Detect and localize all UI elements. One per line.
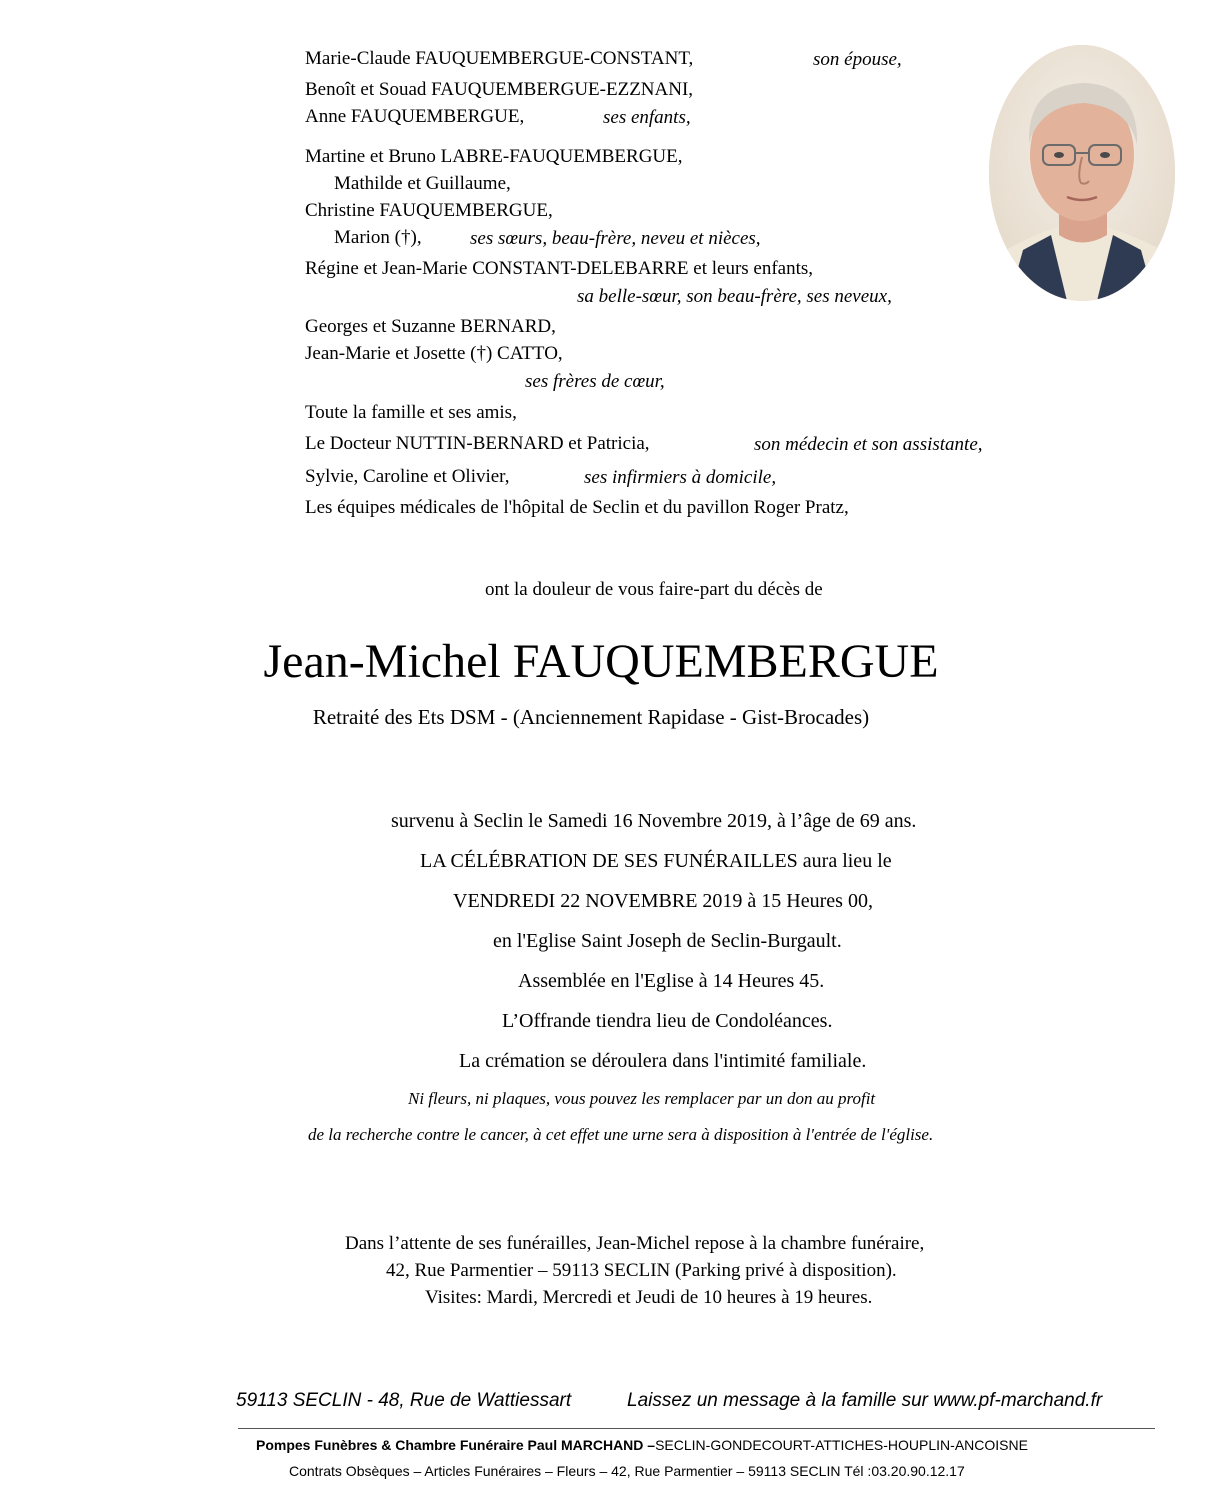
announcement-line-2: LA CÉLÉBRATION DE SES FUNÉRAILLES aura lieu le [420,850,892,872]
family-role-3: ses enfants, [603,107,691,128]
footer-company [256,1437,1028,1453]
family-line-13: Sylvie, Caroline et Olivier, [305,466,510,487]
footer-company-name: Pompes Funèbres & Chambre Funéraire Paul MARCHAND – [256,1437,656,1453]
visit-line-3: Visites: Mardi, Mercredi et Jeudi de 10 heures à 19 heures. [425,1287,873,1308]
family-line-9: Georges et Suzanne BERNARD, [305,316,556,337]
visit-line-2: 42, Rue Parmentier – 59113 SECLIN (Parking privé à disposition). [386,1260,897,1281]
footer-services: Contrats Obsèques – Articles Funéraires – Fleurs – 42, Rue Parmentier – 59113 SECLIN Tél :03.20.90.12.17 [289,1463,965,1479]
announcement-line-4: en l'Eglise Saint Joseph de Seclin-Burgault. [493,930,842,952]
family-line-8: Régine et Jean-Marie CONSTANT-DELEBARRE et leurs enfants, [305,258,814,279]
family-line-10: Jean-Marie et Josette (†) CATTO, [305,343,563,364]
note-line-1: Ni fleurs, ni plaques, vous pouvez les remplacer par un don au profit [408,1089,876,1108]
family-line-5: Mathilde et Guillaume, [334,173,511,194]
family-role-12: son médecin et son assistante, [754,434,983,455]
deceased-subtitle: Retraité des Ets DSM - (Anciennement Rapidase - Gist-Brocades) [312,705,870,729]
family-line-7: Marion (†), [334,227,422,248]
intro-text: ont la douleur de vous faire-part du décès de [485,579,823,600]
footer-message-link[interactable]: Laissez un message à la famille sur www.pf-marchand.fr [627,1390,1103,1411]
family-role-13: ses infirmiers à domicile, [584,467,777,488]
family-role-1: son épouse, [813,49,902,70]
announcement-line-5: Assemblée en l'Eglise à 14 Heures 45. [518,970,825,992]
family-line-4: Martine et Bruno LABRE-FAUQUEMBERGUE, [305,146,683,167]
portrait-photo [989,45,1175,301]
family-line-12: Le Docteur NUTTIN-BERNARD et Patricia, [305,433,650,454]
visit-line-1: Dans l’attente de ses funérailles, Jean-Michel repose à la chambre funéraire, [345,1233,925,1254]
family-line-11: Toute la famille et ses amis, [305,402,517,423]
footer-address: 59113 SECLIN - 48, Rue de Wattiessart [236,1390,572,1411]
announcement-line-3: VENDREDI 22 NOVEMBRE 2019 à 15 Heures 00, [453,890,873,912]
deceased-name: Jean-Michel FAUQUEMBERGUE [263,635,939,688]
note-line-2: de la recherche contre le cancer, à cet effet une urne sera à disposition à l'entrée de l'église. [308,1125,934,1144]
family-name: Marie-Claude FAUQUEMBERGUE-CONSTANT, [305,48,694,69]
family-role-7: ses sœurs, beau-frère, neveu et nièces, [470,228,761,249]
family-line-3: Anne FAUQUEMBERGUE, [305,106,525,127]
announcement-line-6: L’Offrande tiendra lieu de Condoléances. [502,1010,833,1032]
family-line-2: Benoît et Souad FAUQUEMBERGUE-EZZNANI, [305,79,694,100]
family-line-1 [305,47,693,70]
portrait-illustration [989,45,1175,301]
family-role-10: ses frères de cœur, [525,371,665,392]
announcement-line-7: La crémation se déroulera dans l'intimité familiale. [459,1050,867,1072]
family-line-14: Les équipes médicales de l'hôpital de Seclin et du pavillon Roger Pratz, [305,497,849,518]
announcement-line-1: survenu à Seclin le Samedi 16 Novembre 2019, à l’âge de 69 ans. [391,810,917,832]
footer-company-towns: SECLIN-GONDECOURT-ATTICHES-HOUPLIN-ANCOISNE [655,1437,1028,1453]
family-line-6: Christine FAUQUEMBERGUE, [305,200,553,221]
footer-divider [238,1428,1155,1429]
family-role-8: sa belle-sœur, son beau-frère, ses neveux, [577,286,892,307]
